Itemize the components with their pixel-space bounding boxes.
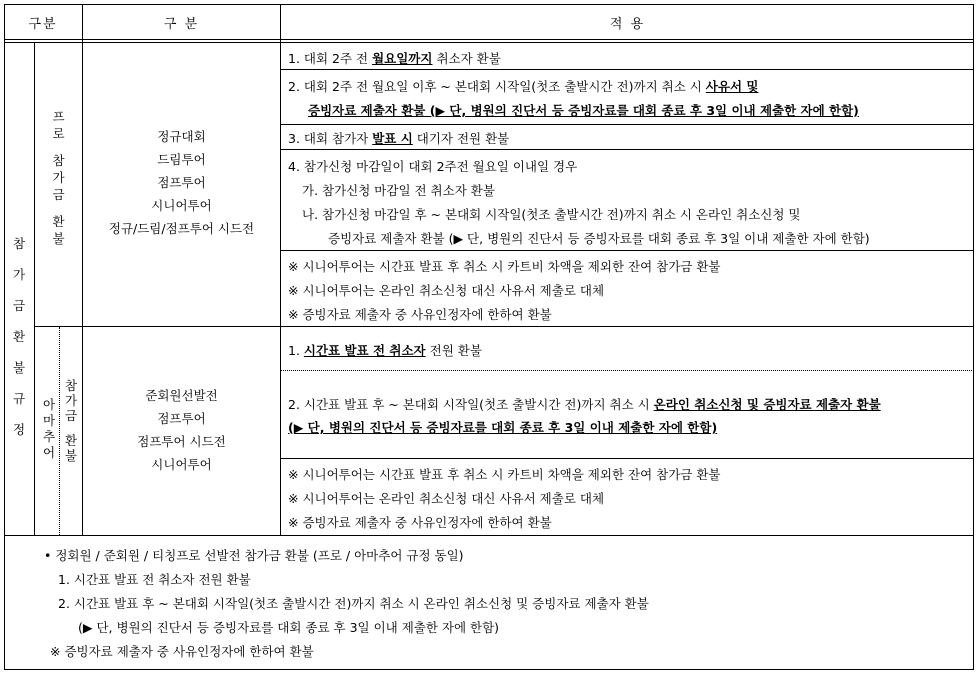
category-item: 준회원선발전	[145, 388, 218, 403]
pro-rule-2-cont: 증빙자료 제출자 환불 (▶ 단, 병원의 진단서 등 증빙자료를 대회 종료 후 3일 이내 제출한 자에 한함)	[308, 103, 859, 118]
amateur-note-1: ※ 시니어투어는 시간표 발표 후 취소 시 카트비 차액을 제외한 잔여 참가금 환불	[288, 467, 721, 482]
pro-rule-1: 1. 대회 2주 전 월요일까지 취소자 환불	[288, 51, 501, 66]
pro-row-sep-2	[281, 124, 974, 125]
amateur-rule-1: 1. 시간표 발표 전 취소자 전원 환불	[288, 343, 482, 358]
label-char: 가	[64, 393, 78, 408]
amateur-categories	[83, 384, 280, 476]
label-char: 환	[64, 433, 78, 448]
category-item: 점프투어	[157, 411, 206, 426]
label-char: 로	[52, 126, 65, 141]
label-char: 금	[64, 408, 78, 423]
amateur-label	[40, 397, 58, 461]
label-char: 추	[42, 429, 56, 444]
footer-item-2: 2. 시간표 발표 후 ~ 본대회 시작일(첫조 출발시간 전)까지 취소 시 온라인 취소신청 및 증빙자료 제출자 환불	[58, 596, 649, 611]
pro-refund-label	[35, 108, 82, 247]
label-char: 불	[52, 231, 65, 246]
footer-note: ※ 증빙자료 제출자 중 사유인정자에 한하여 환불	[50, 644, 314, 659]
label-char: 참	[64, 378, 78, 393]
label-char: 참	[12, 236, 26, 251]
label-char: 금	[52, 187, 65, 202]
pro-note-1: ※ 시니어투어는 시간표 발표 후 취소 시 카트비 차액을 제외한 잔여 참가금 환불	[288, 259, 721, 274]
pro-note-3: ※ 증빙자료 제출자 중 사유인정자에 한하여 환불	[288, 307, 552, 322]
pro-row-sep-1	[281, 69, 974, 70]
amateur-note-3: ※ 증빙자료 제출자 중 사유인정자에 한하여 환불	[288, 515, 552, 530]
label-char: 불	[64, 448, 78, 463]
label-char: 정	[12, 422, 26, 437]
label-char: 아	[42, 397, 56, 412]
category-item: 점프투어 시드전	[137, 434, 226, 449]
header-category: 구분	[28, 16, 58, 32]
amateur-note-2: ※ 시니어투어는 온라인 취소신청 대신 사유서 제출로 대체	[288, 491, 605, 506]
refund-rules-label	[4, 228, 34, 445]
footer-title: • 정회원 / 준회원 / 티칭프로 선발전 참가금 환불 (프로 / 아마추어 규정 동일)	[44, 548, 464, 563]
label-char: 가	[52, 170, 65, 185]
pro-row-sep-4	[281, 250, 974, 251]
pro-rule-4c: 증빙자료 제출자 환불 (▶ 단, 병원의 진단서 등 증빙자료를 대회 종료 후 3일 이내 제출한 자에 한함)	[328, 231, 870, 246]
amateur-rule-2-cont: (▶ 단, 병원의 진단서 등 증빙자료를 대회 종료 후 3일 이내 제출한 자에 한함)	[288, 420, 718, 435]
footer-item-2-cont: (▶ 단, 병원의 진단서 등 증빙자료를 대회 종료 후 3일 이내 제출한 자에 한함)	[78, 620, 500, 635]
amateur-rule-2: 2. 시간표 발표 후 ~ 본대회 시작일(첫조 출발시간 전)까지 취소 시 온라인 취소신청 및 증빙자료 제출자 환불	[288, 397, 881, 412]
category-item: 점프투어	[157, 175, 206, 190]
category-item: 정규대회	[157, 129, 206, 144]
category-item: 시니어투어	[151, 457, 212, 472]
label-char: 금	[12, 298, 26, 313]
amateur-row-sep-1	[281, 370, 974, 371]
pro-note-2: ※ 시니어투어는 온라인 취소신청 대신 사유서 제출로 대체	[288, 283, 605, 298]
category-item: 정규/드림/점프투어 시드전	[108, 221, 255, 236]
pro-rule-2: 2. 대회 2주 전 월요일 이후 ~ 본대회 시작일(첫조 출발시간 전)까지 취소 시 사유서 및	[288, 79, 759, 94]
header-double-line	[4, 42, 974, 43]
pro-rule-4a: 가. 참가신청 마감일 전 취소자 환불	[302, 183, 495, 198]
amateur-refund-label	[60, 378, 82, 463]
header-apply: 적 용	[609, 16, 646, 32]
amateur-row-sep-2	[281, 458, 974, 459]
label-char: 가	[12, 267, 26, 282]
label-char: 환	[52, 214, 65, 229]
category-item: 드림투어	[157, 152, 206, 167]
pro-rule-4: 4. 참가신청 마감일이 대회 2주전 월요일 이내일 경우	[288, 159, 578, 174]
footer-item-1: 1. 시간표 발표 전 취소자 전원 환불	[58, 572, 251, 587]
label-char: 규	[12, 391, 26, 406]
pro-rule-4b: 나. 참가신청 마감일 후 ~ 본대회 시작일(첫조 출발시간 전)까지 취소 시 온라인 취소신청 및	[302, 207, 801, 222]
pro-amateur-divider	[34, 326, 974, 327]
label-char: 참	[52, 153, 65, 168]
label-char: 프	[52, 109, 65, 124]
footer-top-line	[4, 535, 974, 536]
label-char: 불	[12, 360, 26, 375]
header-subcategory: 구 분	[163, 16, 200, 32]
label-char: 마	[42, 413, 56, 428]
left-divider	[4, 535, 5, 536]
pro-categories	[83, 125, 280, 240]
pro-row-sep-3	[281, 149, 974, 150]
category-item: 시니어투어	[151, 198, 212, 213]
label-char: 어	[42, 445, 56, 460]
col-divider-3	[280, 4, 281, 535]
pro-rule-3: 3. 대회 참가자 발표 시 대기자 전원 환불	[288, 131, 510, 146]
label-char: 환	[12, 329, 26, 344]
